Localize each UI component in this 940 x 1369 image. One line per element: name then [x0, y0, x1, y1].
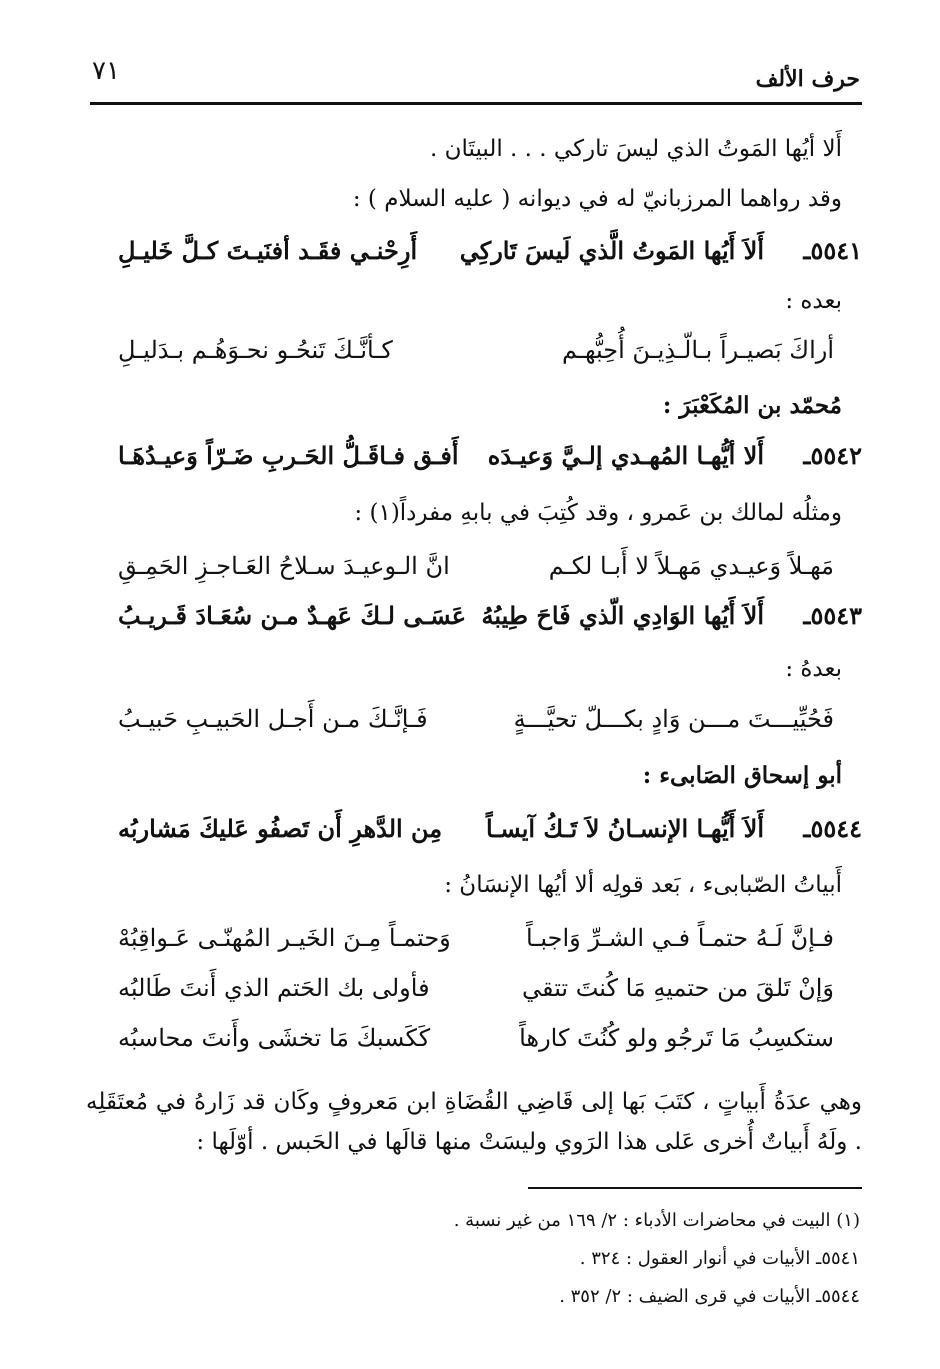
verse-second-hemistich: فَـإنَّـكَ مـن أَجـل الحَبيـبِ حَبيـبُ: [118, 705, 428, 733]
verse-second-hemistich: عَسَـى لـكَ عَهـدٌ مـن سُعَـادَ قَـريـبُ: [118, 601, 467, 630]
verse-first-hemistich: فَحُيِّيـــتَ مـــن وَادٍ بكـــلّ تحيَّـــةٍ: [513, 705, 834, 733]
verse-5541-continuation: [118, 336, 862, 376]
poet-name: مُحمّد بن المُكَعْبَرَ :: [662, 392, 842, 419]
verse-first-hemistich: فـإنَّ لَـهُ حتمـاً فـي الشـرِّ وَاجبـاً: [526, 924, 834, 952]
verse-5544: [118, 814, 862, 854]
verse-5542-continuation: [118, 552, 862, 592]
verse-first-hemistich: أراكَ بَصيـراً بـالّـذِيـنَ أُحِبُّهـم: [561, 336, 834, 364]
poet-name: أبو إسحاق الصَابىء :: [642, 762, 842, 789]
verse-5544-line-4: [118, 1024, 862, 1064]
verse-first-hemistich: مَهـلاً وَعيـدي مَهـلاً لا أَبـا لكـم: [548, 552, 834, 580]
verse-first-hemistich: ستكسِبُ مَا تَرجُو ولو كُنُتَ كارهاً: [519, 1024, 834, 1052]
footnote-5544: ٥٥٤٤ـ الأبيات في قرى الضيف : ٢/ ٣٥٢ .: [559, 1286, 860, 1307]
verse-second-hemistich: أَرِحْنـي فقَـد أفنَيـتَ كـلَّ خَليـلِ: [118, 236, 418, 265]
verse-5541: [118, 236, 862, 276]
footnote-1: (١) البيت في محاضرات الأدباء : ٢/ ١٦٩ من غير نسبة .: [453, 1210, 860, 1231]
closing-paragraph: وهي عدَةُ أَبياتٍ ، كتَبَ بَها إلى قَاضِي القُضَاةِ ابن مَعروفٍ وكَان قد زَارهُ في مُعتَقَلِه . ولَهُ أَبياتٌ أُخرى عَلى هذا الرَوي وليسَتْ منها قالَها في الحَبس . أوّلَها :: [86, 1089, 862, 1155]
verse-second-hemistich: أَفـق فـاقَـلُّ الحَـربِ ضَـرّاً وَعيـدُهَـا: [118, 441, 459, 470]
after-verse-note: بعدهُ :: [785, 656, 842, 682]
verse-number: ٥٥٤١ـ: [803, 236, 862, 265]
verse-number: ٥٥٤٣ـ: [803, 601, 862, 630]
verse-5544-line-3: [118, 974, 862, 1014]
note-malik: ومثلُه لمالك بن عَمرو ، وقد كُتِبَ في بابهِ مفرداً(١) :: [354, 500, 842, 526]
verse-5543: [118, 601, 862, 641]
intro-source: وقد رواهما المرزبانيّ له في ديوانه ( عليه السلام ) :: [352, 186, 842, 212]
verse-5542: [118, 441, 862, 481]
verse-first-hemistich: أَلاَ أَيُها المَوتُ الَّذي لَيسَ تَاركِي: [459, 236, 764, 265]
section-title: حرف الألف: [755, 66, 860, 92]
after-verse-note: أَبياتُ الصّبابىء ، بَعد قولِه ألا أيُها الإنسَانُ :: [444, 872, 842, 898]
verse-second-hemistich: كَكَسبكَ مَا تخشَى وأَنتَ محاسبُه: [118, 1024, 431, 1052]
verse-number: ٥٥٤٢ـ: [803, 441, 862, 470]
verse-number: ٥٥٤٤ـ: [803, 814, 862, 843]
verse-first-hemistich: أَلاَ أَيُها الوَادِي الّذي فَاحَ طِيبُهُ: [481, 601, 764, 630]
verse-second-hemistich: فأولى بك الحَتم الذي أَنتَ طَالبُه: [118, 974, 430, 1002]
verse-5544-line-2: [118, 924, 862, 964]
verse-second-hemistich: مِن الدَّهرِ أَن تَصفُو عَليكَ مَشاربُه: [118, 814, 443, 843]
verse-second-hemistich: كـأنَّـكَ تَنحُـو نحـوَهُـم بـدَليـلِ: [118, 336, 393, 364]
verse-first-hemistich: أَلاَ أَيُّهـا الإنسـانُ لاَ تَـكُ آيسـاً: [485, 814, 764, 843]
after-verse-note: بعده :: [785, 288, 842, 314]
verse-5543-continuation: [118, 705, 862, 745]
intro-quote: أَلا أيُها المَوتُ الذي ليسَ تاركي . . . البيتَان .: [430, 136, 842, 162]
verse-second-hemistich: انَّ الـوعيـدَ سـلاحُ العَـاجـزِ الحَمِـقِ: [118, 552, 450, 580]
page-number: ٧١: [92, 56, 120, 86]
footnote-5541: ٥٥٤١ـ الأبيات في أنوار العقول : ٣٢٤ .: [579, 1248, 860, 1269]
verse-second-hemistich: وَحتمـاً مِـنَ الخَيـر المُهنّـى عَـواقِبُهْ: [118, 924, 451, 952]
header-rule: [90, 102, 862, 105]
verse-first-hemistich: أَلا أيُّهـا المُهـدي إلـيَّ وَعيـدَه: [487, 441, 764, 470]
verse-first-hemistich: وَإنْ تَلقَ من حتميهِ مَا كُنتَ تتقي: [522, 974, 834, 1002]
footnote-rule: [528, 1187, 862, 1189]
